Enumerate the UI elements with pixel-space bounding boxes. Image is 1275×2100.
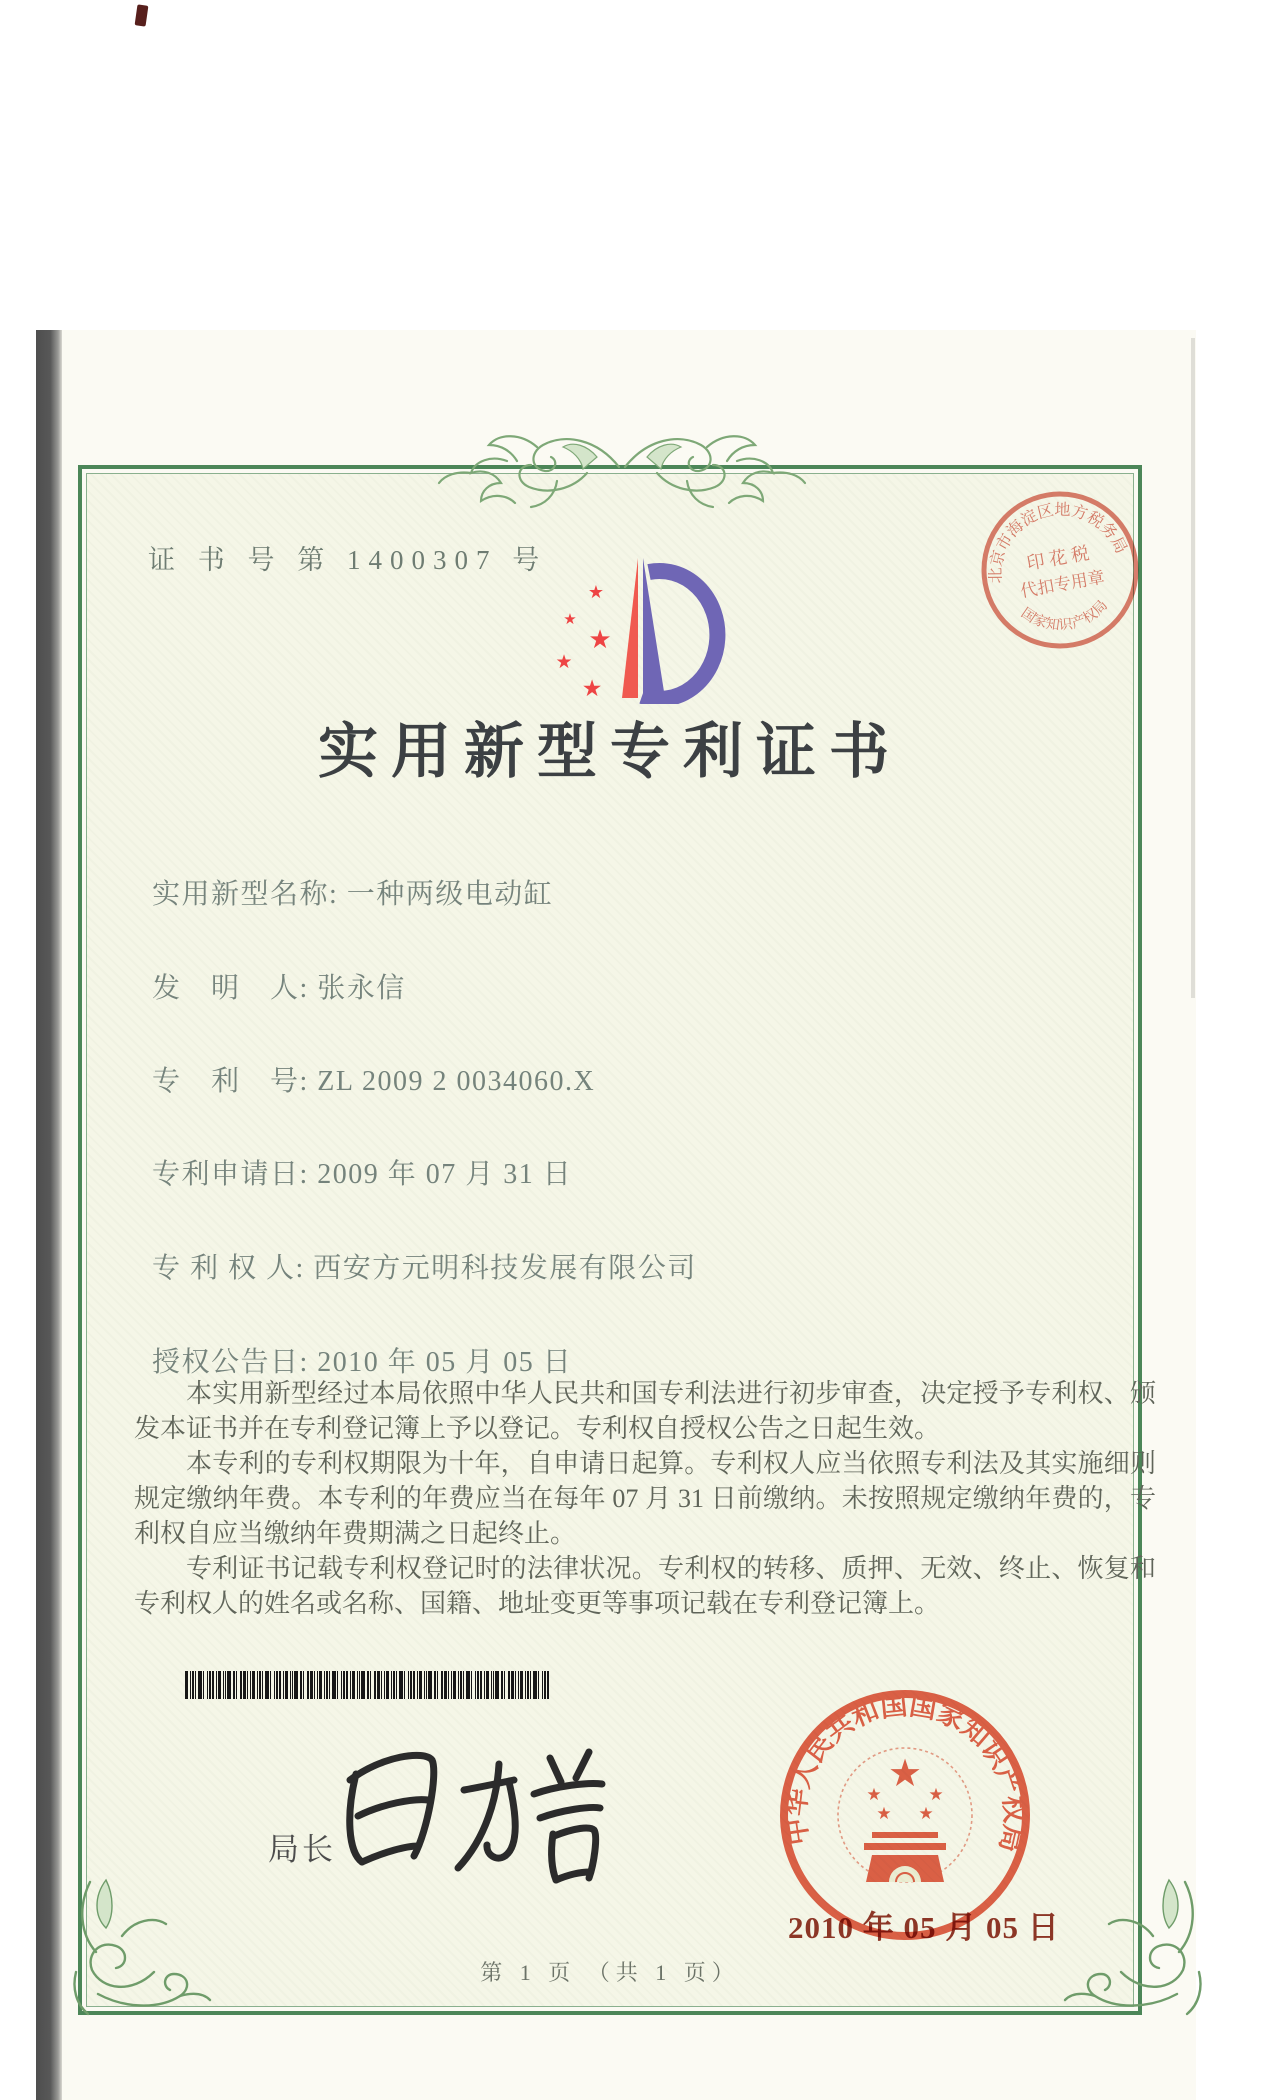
certificate-number: 证 书 号 第 1400307 号 [148, 545, 548, 575]
page-number: 第 1 页 （共 1 页） [480, 1960, 740, 1985]
barcode-bar [252, 1671, 255, 1699]
barcode-bar [399, 1671, 403, 1699]
barcode-bar [466, 1671, 470, 1699]
barcode-bar [367, 1671, 369, 1699]
certificate-title: 实用新型专利证书 [318, 719, 902, 785]
barcode-bar [247, 1671, 248, 1699]
legal-body-text [134, 1376, 1156, 1621]
seal-date: 2010 年 05 月 05 日 [788, 1910, 1060, 1945]
svg-text:★: ★ [918, 1804, 934, 1824]
field-patentee: 专 利 权 人: 西安方元明科技发展有限公司 [152, 1253, 697, 1284]
scan-artifact [135, 4, 149, 26]
barcode-bar [396, 1671, 397, 1699]
barcode-bar [294, 1671, 298, 1699]
floral-corner-ornament [1063, 1876, 1213, 2026]
barcode-bar [218, 1671, 221, 1699]
barcode-bar [511, 1671, 514, 1699]
barcode-bar [225, 1671, 226, 1699]
national-emblem-icon [864, 1751, 946, 1882]
barcode-bar [350, 1671, 351, 1699]
barcode-bar [538, 1671, 539, 1699]
barcode-bar [283, 1671, 284, 1699]
barcode-bar [233, 1671, 235, 1699]
barcode-bar [209, 1671, 211, 1699]
barcode-bar [216, 1671, 217, 1699]
svg-text:★: ★ [587, 582, 605, 603]
svg-text:★: ★ [555, 651, 573, 673]
barcode-bar [343, 1671, 345, 1699]
barcode-bar [265, 1671, 269, 1699]
svg-text:★: ★ [887, 1751, 923, 1795]
barcode-bar [290, 1671, 291, 1699]
barcode-bar [417, 1671, 418, 1699]
barcode-bar [410, 1671, 412, 1699]
svg-text:★: ★ [588, 625, 612, 655]
barcode-bar [359, 1671, 360, 1699]
field-utility-model-name: 实用新型名称: 一种两级电动缸 [152, 879, 554, 910]
barcode-bar [195, 1671, 196, 1699]
barcode-bar [520, 1671, 523, 1699]
barcode-bar [307, 1671, 309, 1699]
barcode-bar [257, 1671, 258, 1699]
barcode-bar [361, 1671, 365, 1699]
barcode-bar [547, 1671, 549, 1699]
svg-text:★: ★ [581, 676, 603, 702]
barcode-bar [515, 1671, 516, 1699]
barcode-bar [504, 1671, 505, 1699]
barcode-bar [491, 1671, 492, 1699]
barcode-bar [501, 1671, 503, 1699]
field-filing-date: 专利申请日: 2009 年 07 月 31 日 [152, 1159, 573, 1190]
barcode-bar [484, 1671, 485, 1699]
field-patent-number: 专 利 号: ZL 2009 2 0034060.X [152, 1066, 596, 1097]
tax-withholding-stamp [963, 473, 1158, 668]
barcode-bar [544, 1671, 546, 1699]
barcode-bar [317, 1671, 318, 1699]
cnipa-logo-icon [548, 546, 726, 704]
barcode-bar [426, 1671, 427, 1699]
paper-edge-shadow [1191, 338, 1195, 998]
barcode-bar [480, 1671, 482, 1699]
barcode-bar [408, 1671, 409, 1699]
barcode-bar [533, 1671, 537, 1699]
barcode-bar [276, 1671, 278, 1699]
stamp-center-line2: 代扣专用章 [1019, 567, 1107, 602]
stamp-top-arc-text: 北京市海淀区地方税务局 [987, 501, 1130, 584]
barcode-bar [329, 1671, 330, 1699]
barcode-bar [441, 1671, 443, 1699]
barcode-bar [437, 1671, 438, 1699]
barcode-bar [262, 1671, 263, 1699]
barcode-bar [542, 1671, 543, 1699]
barcode-bar [444, 1671, 447, 1699]
barcode-bar [185, 1671, 188, 1699]
seal-ring-text: 中华人民共和国国家知识产权局 [780, 1690, 1030, 1856]
barcode-bar [192, 1671, 194, 1699]
barcode-bar [314, 1671, 315, 1699]
barcode-bar [451, 1671, 452, 1699]
barcode-bar [377, 1671, 380, 1699]
svg-text:★: ★ [866, 1785, 882, 1805]
barcode-bar [486, 1671, 489, 1699]
barcode-bar [198, 1671, 202, 1699]
scanner-shadow-strip [36, 330, 62, 2100]
barcode-bar [300, 1671, 302, 1699]
barcode [185, 1671, 557, 1699]
barcode-bar [384, 1671, 385, 1699]
barcode-bar [357, 1671, 358, 1699]
barcode-bar [319, 1671, 322, 1699]
barcode-bar [475, 1671, 476, 1699]
barcode-bar [207, 1671, 208, 1699]
director-label: 局长 [268, 1832, 336, 1867]
svg-text:★: ★ [563, 610, 577, 628]
barcode-bar [448, 1671, 449, 1699]
barcode-bar [471, 1671, 472, 1699]
barcode-bar [332, 1671, 336, 1699]
barcode-bar [495, 1671, 499, 1699]
barcode-bar [337, 1671, 338, 1699]
barcode-bar [518, 1671, 519, 1699]
barcode-bar [460, 1671, 462, 1699]
director-signature-handwriting [336, 1736, 618, 1908]
barcode-bar [419, 1671, 422, 1699]
barcode-bar [270, 1671, 271, 1699]
barcode-bar [212, 1671, 214, 1699]
barcode-bar [508, 1671, 510, 1699]
barcode-bar [391, 1671, 392, 1699]
barcode-bar [236, 1671, 237, 1699]
svg-text:★: ★ [876, 1804, 892, 1824]
dragon-ornament [437, 421, 807, 513]
barcode-bar [259, 1671, 261, 1699]
barcode-bar [381, 1671, 382, 1699]
barcode-bar [240, 1671, 242, 1699]
barcode-bar [346, 1671, 348, 1699]
barcode-bar [458, 1671, 459, 1699]
barcode-bar [525, 1671, 526, 1699]
barcode-bar [386, 1671, 389, 1699]
barcode-bar [274, 1671, 275, 1699]
barcode-bar [250, 1671, 251, 1699]
barcode-bar [279, 1671, 281, 1699]
floral-corner-ornament [62, 1876, 212, 2026]
barcode-bar [352, 1671, 355, 1699]
barcode-bar [310, 1671, 313, 1699]
legal-paragraph: 本实用新型经过本局依照中华人民共和国专利法进行初步审查，决定授予专利权、颁发本证书并在专利登记簿上予以登记。专利权自授权公告之日起生效。 [134, 1379, 1156, 1443]
legal-paragraph: 专利证书记载专利权登记时的法律状况。专利权的转移、质押、无效、终止、恢复和专利权人的姓名或名称、国籍、地址变更等事项记载在专利登记簿上。 [134, 1554, 1156, 1618]
svg-text:北京市海淀区地方税务局 [975, 488, 1133, 586]
barcode-bar [326, 1671, 328, 1699]
barcode-bar [413, 1671, 415, 1699]
barcode-bar [227, 1671, 231, 1699]
legal-paragraph: 本专利的专利权期限为十年，自申请日起算。专利权人应当依照专利法及其实施细则规定缴纳年费。本专利的年费应当在每年 07 月 31 日前缴纳。未按照规定缴纳年费的，专利权自应当缴纳年费期满之日起终止。 [134, 1449, 1156, 1548]
barcode-bar [203, 1671, 204, 1699]
stamp-center-line1: 印 花 税 [1025, 542, 1091, 574]
barcode-bar [463, 1671, 464, 1699]
barcode-bar [190, 1671, 191, 1699]
barcode-bar [324, 1671, 325, 1699]
barcode-bar [404, 1671, 405, 1699]
barcode-bar [374, 1671, 376, 1699]
barcode-bar [434, 1671, 436, 1699]
svg-text:★: ★ [928, 1785, 944, 1805]
barcode-bar [530, 1671, 531, 1699]
barcode-bar [223, 1671, 224, 1699]
barcode-bar [493, 1671, 494, 1699]
barcode-bar [285, 1671, 288, 1699]
barcode-bar [393, 1671, 395, 1699]
field-grant-date: 授权公告日: 2010 年 05 月 05 日 [152, 1347, 573, 1378]
barcode-bar [303, 1671, 304, 1699]
barcode-bar [370, 1671, 371, 1699]
barcode-bar [243, 1671, 246, 1699]
field-inventor: 发 明 人: 张永信 [152, 973, 406, 1004]
barcode-bar [341, 1671, 342, 1699]
barcode-bar [424, 1671, 425, 1699]
barcode-bar [527, 1671, 529, 1699]
barcode-bar [477, 1671, 479, 1699]
barcode-bar [292, 1671, 293, 1699]
barcode-bar [453, 1671, 456, 1699]
barcode-bar [428, 1671, 432, 1699]
stamp-bottom-arc-text: 国家知识产权局 [1018, 598, 1112, 634]
